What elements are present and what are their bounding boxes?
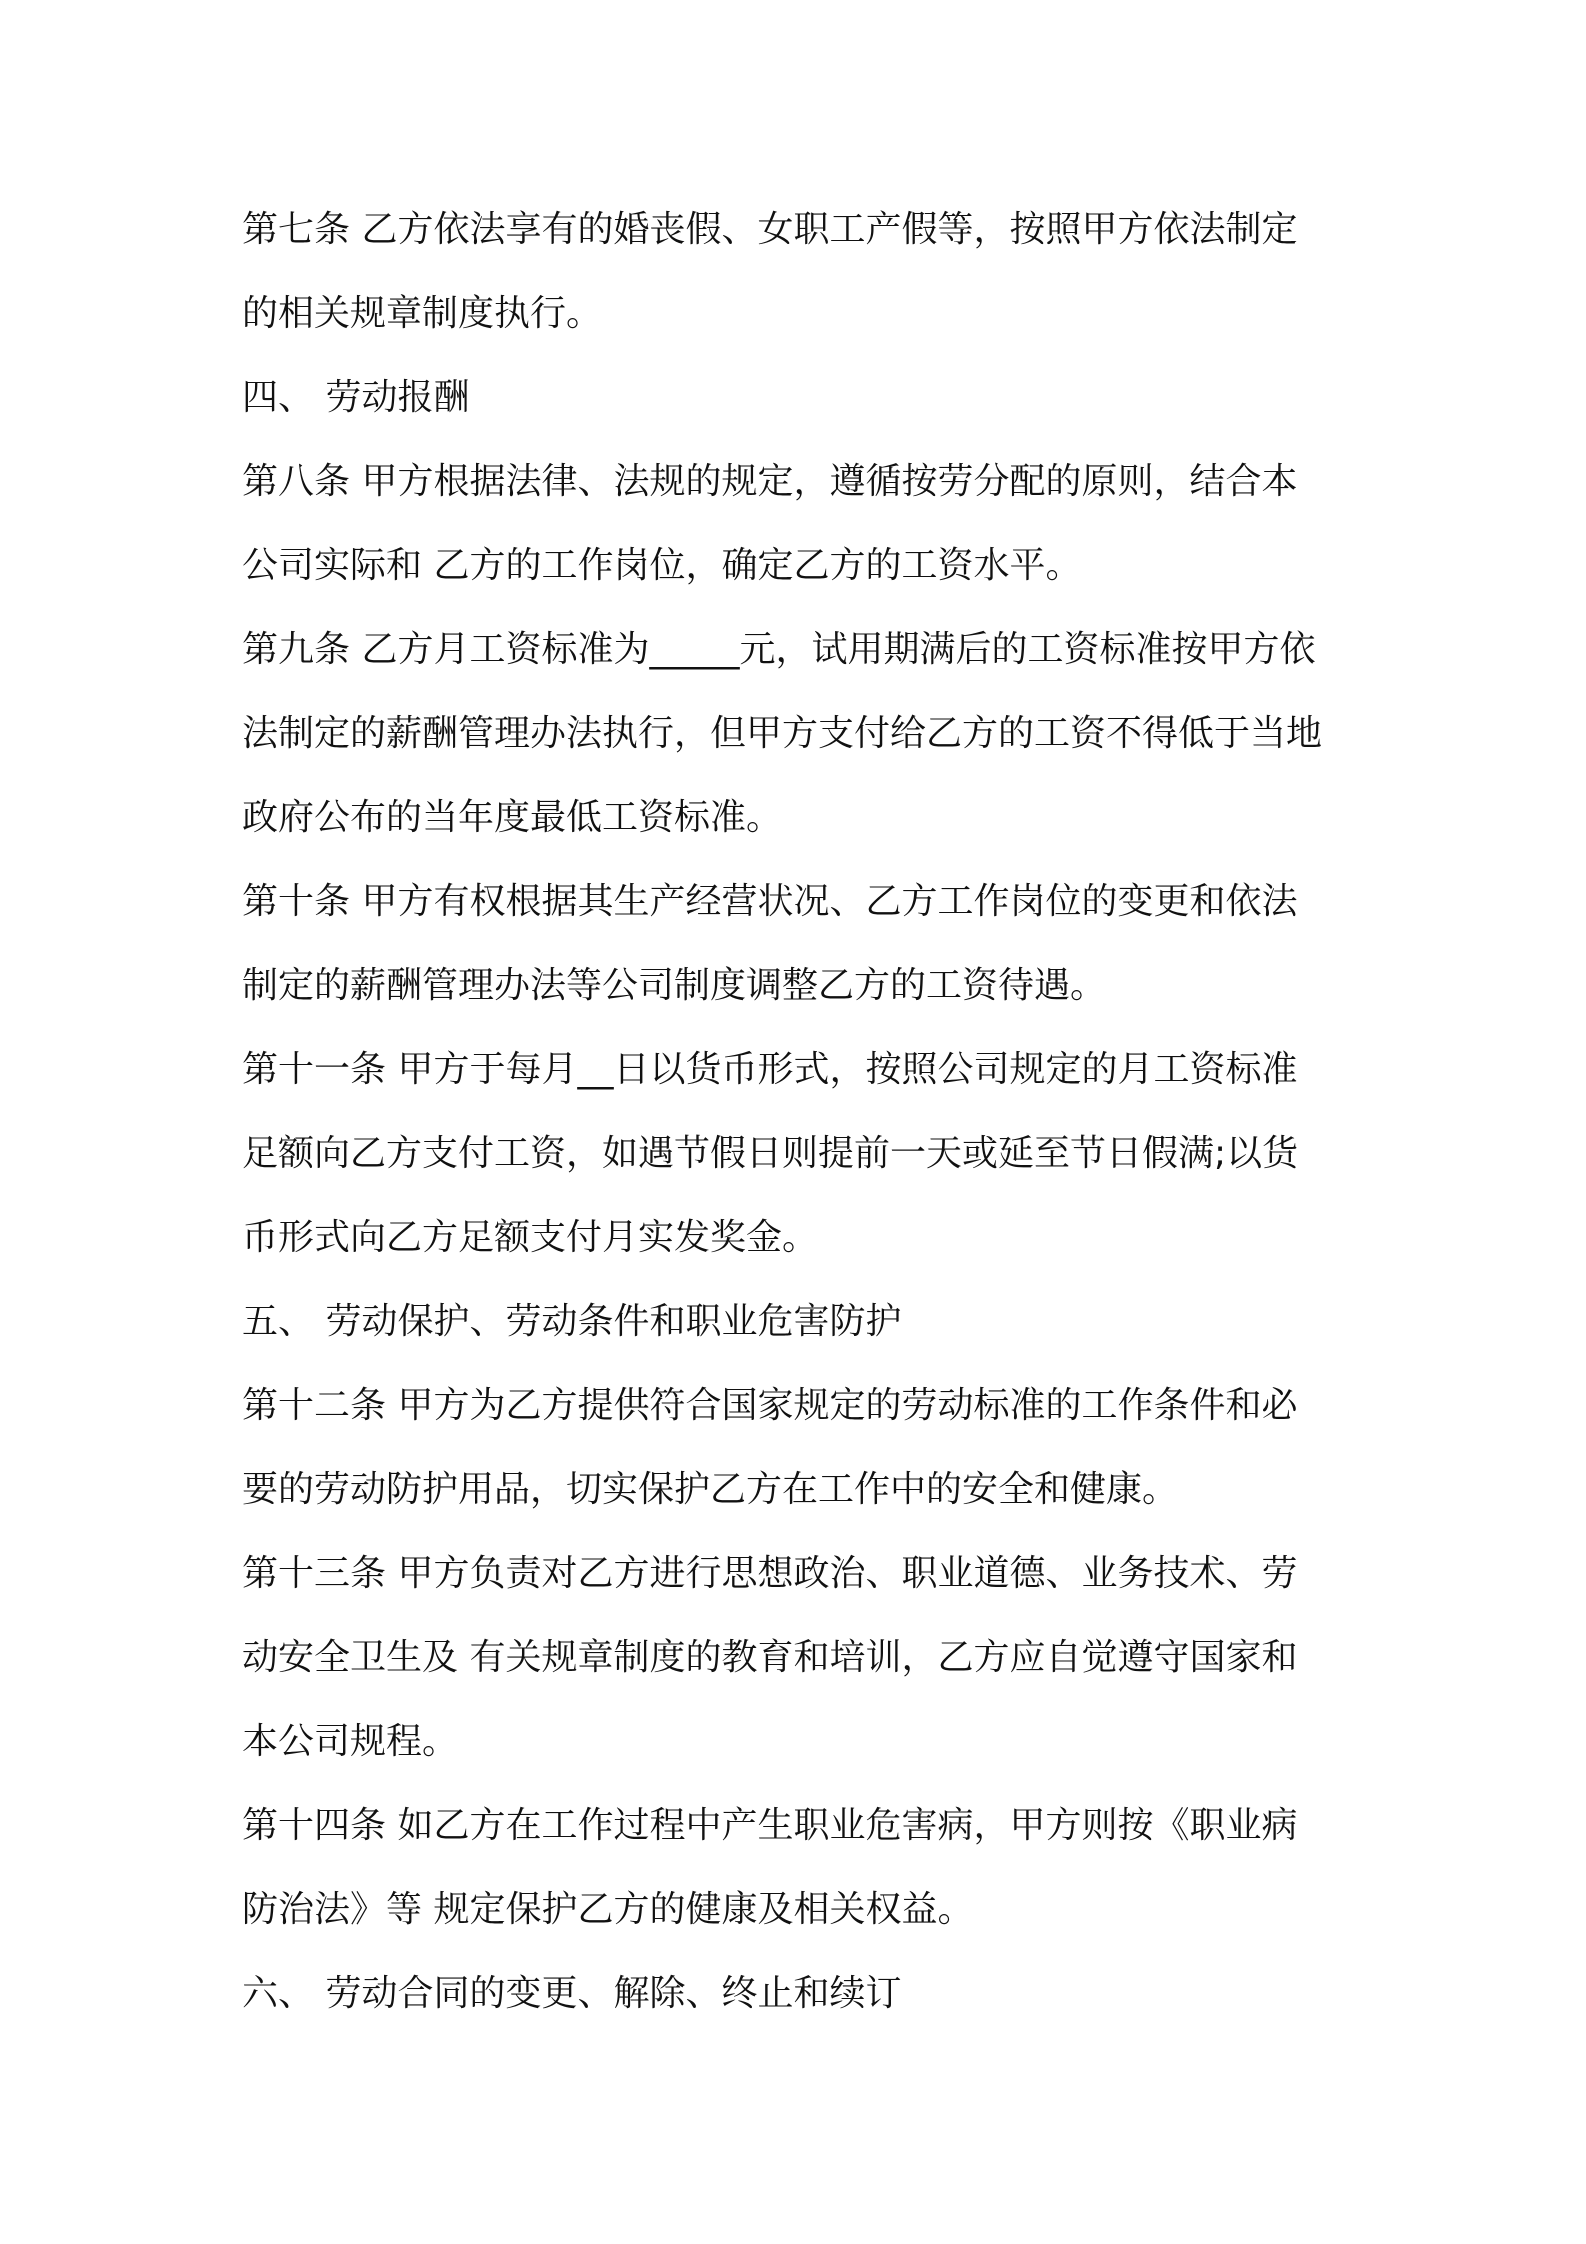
article-11-line-3: 币形式向乙方足额支付月实发奖金。 bbox=[242, 1217, 819, 1258]
article-9-line-1: 第九条 乙方月工资标准为_____元，试用期满后的工资标准按甲方依 bbox=[242, 629, 1316, 670]
article-12-line-1: 第十二条 甲方为乙方提供符合国家规定的劳动标准的工作条件和必 bbox=[242, 1385, 1298, 1426]
article-9-line-2: 法制定的薪酬管理办法执行，但甲方支付给乙方的工资不得低于当地 bbox=[242, 713, 1323, 754]
article-12-line-2: 要的劳动防护用品，切实保护乙方在工作中的安全和健康。 bbox=[242, 1469, 1179, 1510]
document-body bbox=[242, 188, 1362, 2036]
article-7-line-2: 的相关规章制度执行。 bbox=[242, 293, 603, 334]
article-11-line-1: 第十一条 甲方于每月__日以货币形式，按照公司规定的月工资标准 bbox=[242, 1049, 1298, 1090]
article-8-line-2: 公司实际和 乙方的工作岗位，确定乙方的工资水平。 bbox=[242, 545, 1082, 586]
article-9-line-3: 政府公布的当年度最低工资标准。 bbox=[242, 797, 783, 838]
section-5-heading: 五、 劳动保护、劳动条件和职业危害防护 bbox=[242, 1301, 902, 1342]
article-11-line-2: 足额向乙方支付工资，如遇节假日则提前一天或延至节日假满;以货 bbox=[242, 1133, 1299, 1174]
article-14-line-2: 防治法》等 规定保护乙方的健康及相关权益。 bbox=[242, 1889, 974, 1930]
section-4-heading: 四、 劳动报酬 bbox=[242, 377, 470, 418]
article-13-line-3: 本公司规程。 bbox=[242, 1721, 459, 1762]
article-10-line-2: 制定的薪酬管理办法等公司制度调整乙方的工资待遇。 bbox=[242, 965, 1107, 1006]
article-13-line-1: 第十三条 甲方负责对乙方进行思想政治、职业道德、业务技术、劳 bbox=[242, 1553, 1298, 1594]
article-7-line-1: 第七条 乙方依法享有的婚丧假、女职工产假等，按照甲方依法制定 bbox=[242, 209, 1298, 250]
article-14-line-1: 第十四条 如乙方在工作过程中产生职业危害病，甲方则按《职业病 bbox=[242, 1805, 1298, 1846]
section-6-heading: 六、 劳动合同的变更、解除、终止和续订 bbox=[242, 1973, 902, 2014]
article-8-line-1: 第八条 甲方根据法律、法规的规定，遵循按劳分配的原则，结合本 bbox=[242, 461, 1298, 502]
article-10-line-1: 第十条 甲方有权根据其生产经营状况、乙方工作岗位的变更和依法 bbox=[242, 881, 1298, 922]
article-13-line-2: 动安全卫生及 有关规章制度的教育和培训，乙方应自觉遵守国家和 bbox=[242, 1637, 1298, 1678]
